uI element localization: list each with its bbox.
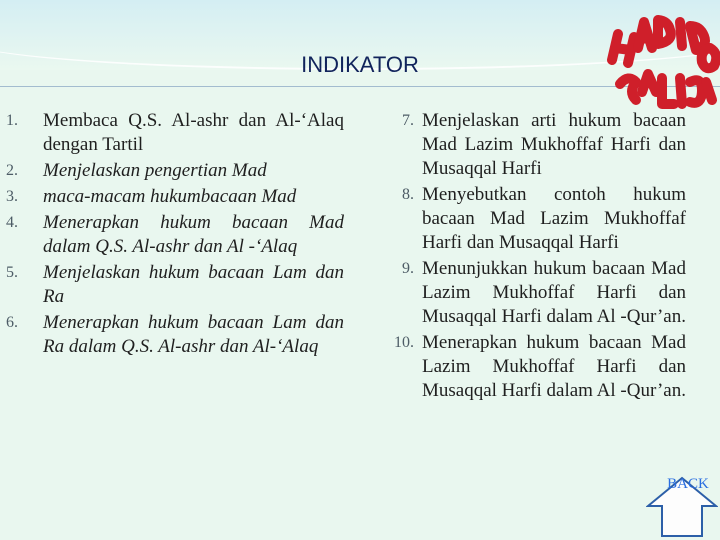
item-number: 6. bbox=[6, 314, 18, 331]
item-text: Menerapkan hukum bacaan Mad dalam Q.S. Al-ashr dan Al -‘Alaq bbox=[43, 212, 344, 257]
list-item bbox=[372, 331, 686, 403]
item-number: 8. bbox=[402, 186, 414, 203]
list-item bbox=[6, 159, 344, 183]
item-number: 5. bbox=[6, 264, 18, 281]
list-item bbox=[6, 109, 344, 157]
item-number: 9. bbox=[402, 260, 414, 277]
item-text: Menerapkan hukum bacaan Lam dan Ra dalam Q.S. Al-ashr dan Al-‘Alaq bbox=[43, 312, 344, 357]
item-text: Menjelaskan arti hukum bacaan Mad Lazim Mukhoffaf Harfi dan Musaqqal Harfi bbox=[422, 110, 686, 179]
item-number: 4. bbox=[6, 214, 18, 231]
item-number: 10. bbox=[394, 334, 414, 351]
list-item bbox=[6, 185, 344, 209]
item-number: 3. bbox=[6, 188, 18, 205]
indicator-list-left bbox=[6, 109, 344, 361]
indicator-list-right bbox=[372, 109, 686, 405]
item-text: Menerapkan hukum bacaan Mad Lazim Mukhoffaf Harfi dan Musaqqal Harfi dalam Al -Qur’an. bbox=[422, 332, 686, 401]
item-text: Menjelaskan hukum bacaan Lam dan Ra bbox=[43, 262, 344, 307]
list-item bbox=[6, 261, 344, 309]
list-item bbox=[6, 311, 344, 359]
list-item bbox=[6, 211, 344, 259]
list-item bbox=[372, 257, 686, 329]
item-text: Membaca Q.S. Al-ashr dan Al-‘Alaq dengan Tartil bbox=[43, 110, 344, 155]
item-number: 7. bbox=[402, 112, 414, 129]
back-button[interactable]: BACK bbox=[667, 476, 709, 492]
slide-title: INDIKATOR bbox=[301, 52, 419, 77]
item-text: Menunjukkan hukum bacaan Mad Lazim Mukhoffaf Harfi dan Musaqqal Harfi dalam Al -Qur’an. bbox=[422, 258, 686, 327]
item-number: 1. bbox=[6, 112, 18, 129]
list-item bbox=[372, 183, 686, 255]
item-number: 2. bbox=[6, 162, 18, 179]
item-text: maca-macam hukumbacaan Mad bbox=[43, 186, 297, 207]
item-text: Menyebutkan contoh hukum bacaan Mad Lazim Mukhoffaf Harfi dan Musaqqal Harfi bbox=[422, 184, 686, 253]
item-text: Menjelaskan pengertian Mad bbox=[43, 160, 267, 181]
list-item bbox=[372, 109, 686, 181]
